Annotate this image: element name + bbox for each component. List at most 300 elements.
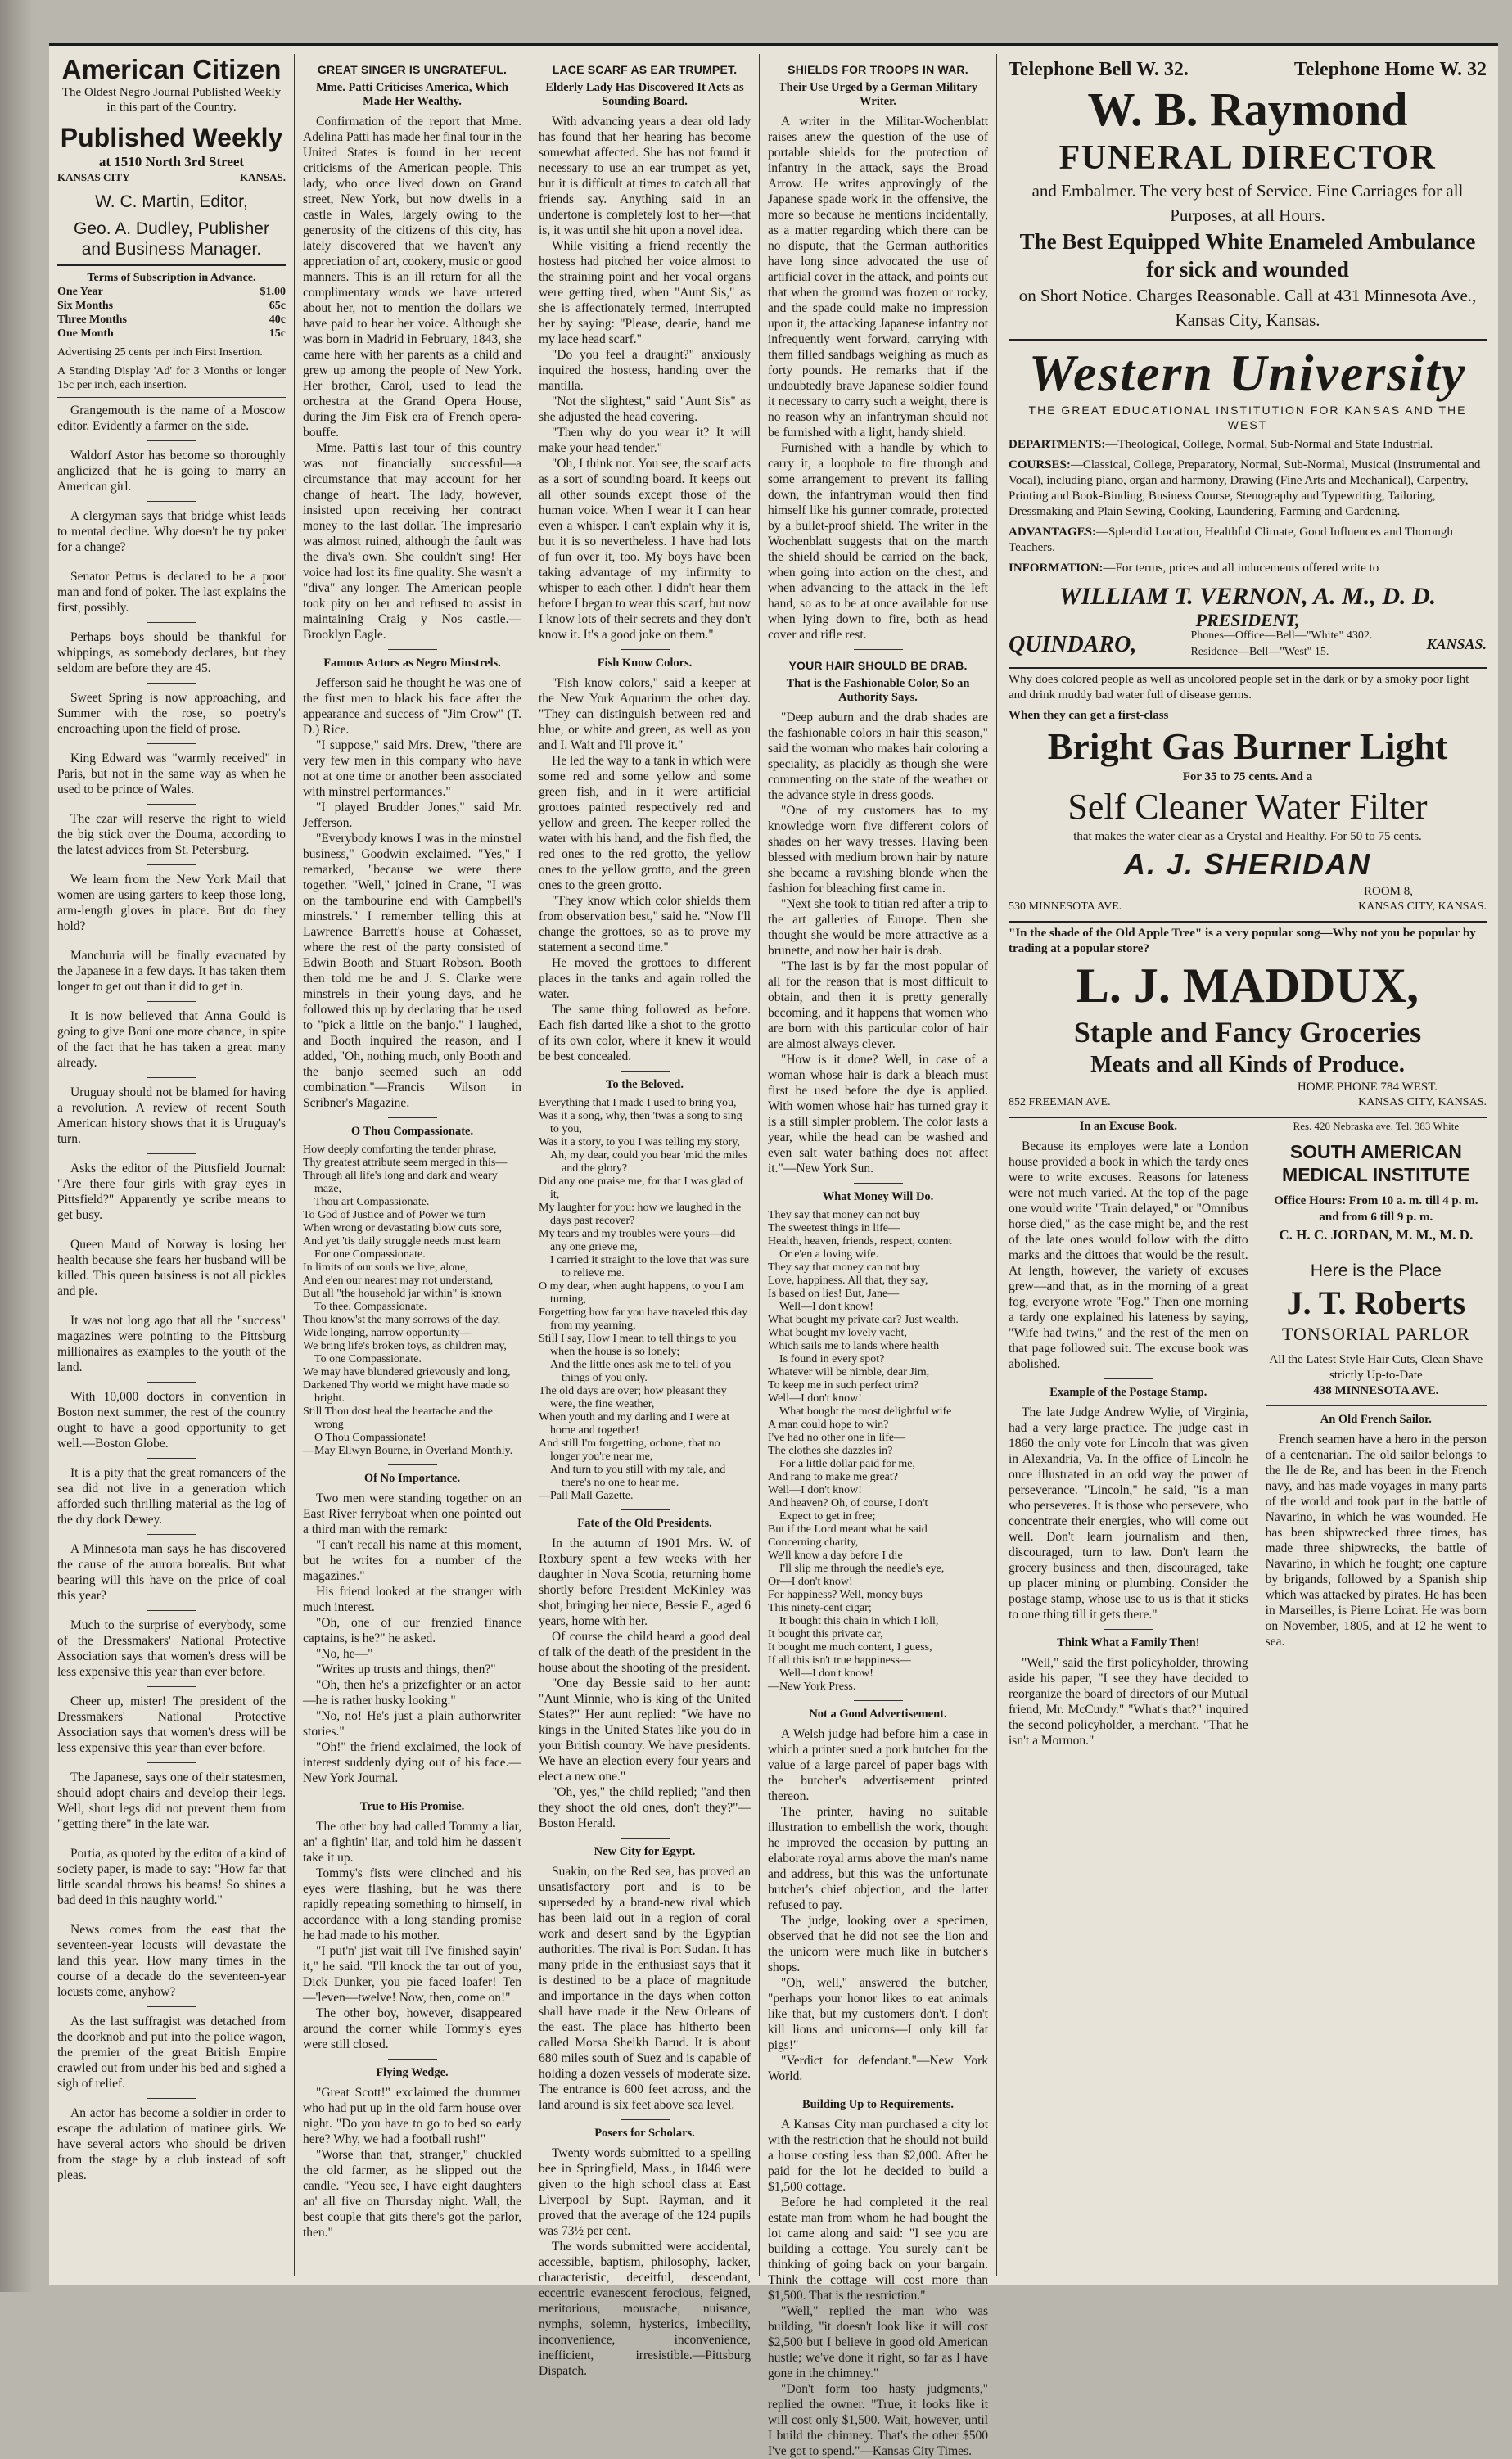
telephone-home: Telephone Home W. 32 bbox=[1293, 59, 1487, 80]
poem-line: For one Compassionate. bbox=[314, 1248, 426, 1261]
article-paragraph: Suakin, on the Red sea, has proved an unsatisfactory port and is to be superseded by a brand-new rival which has been laid out in a region of coral work and desert sand by the Egyptian authorities. The rival is Port Sudan. It has many pride in the enthusiast says that it is destined to be a place of magnitude and importance in the days when cotton shall have made it the New Orleans of the east. The place has hitherto been called Morsa Sheikh Barud. It is about 680 miles south of Suez and is capable of holding a dozen vessels of moderate size. The entrance is 600 feet across, and the land around is six feet above sea level. bbox=[539, 1865, 751, 2112]
article-body bbox=[539, 2145, 751, 2379]
poem-line: Which sails me to lands where health bbox=[768, 1340, 940, 1352]
article-body bbox=[768, 710, 988, 1176]
article-paragraph: "They know which color shields them from observation best," said he. "Now I'll change the grottoes, so as to prove my statement a second time." bbox=[539, 894, 751, 954]
bottom-split bbox=[1009, 1118, 1487, 1748]
poem-line: I carried it straight to the love that was sure to relieve me. bbox=[550, 1254, 749, 1279]
advertisement-column bbox=[997, 54, 1498, 2276]
article-heading: True to His Promise. bbox=[359, 1800, 465, 1813]
terms-label: Six Months bbox=[57, 300, 114, 312]
poem-line: Thou art Compassionate. bbox=[314, 1196, 430, 1208]
article-paragraph: "Well," replied the man who was building, "it doesn't look like it will cost $2,500 but I believe in good old American hustle; we've done it right, so far as I have gone in the chimney." bbox=[768, 2304, 988, 2380]
article-paragraph: The words submitted were accidental, accessible, baptism, philosophy, lacker, characteristic, deceitful, descendant, eccentric evanescent ferocious, feigned, meritorious, moustache, nuisance, nymphs, solemn, hysterics, imbecility, inconvenience, inconvenience, inefficient, irresistible.—Pittsburg Dispatch. bbox=[539, 2240, 751, 2378]
terms-price: 65c bbox=[269, 300, 286, 312]
separator bbox=[147, 804, 196, 805]
article-subheading: That is the Fashionable Color, So an Authority Says. bbox=[786, 677, 970, 704]
poem-line: When wrong or devastating blow cuts sore, bbox=[303, 1222, 502, 1234]
poem-line: What bought my private car? Just wealth. bbox=[768, 1314, 959, 1326]
news-item: A clergyman says that bridge whist leads to mental decline. Why doesn't he try poker for a change? bbox=[57, 509, 286, 554]
article-paragraph: A Welsh judge had before him a case in which a printer sued a pork butcher for the value of a large parcel of paper bags with the butcher's advertisement printed thereon. bbox=[768, 1727, 988, 1803]
separator bbox=[147, 1534, 196, 1535]
editor-name: W. C. Martin, Editor, bbox=[95, 192, 248, 211]
article-subheading: Elderly Lady Has Discovered It Acts as Sounding Board. bbox=[545, 81, 744, 108]
poem-line: And heaven? Oh, of course, I don't bbox=[768, 1497, 928, 1509]
article-paragraph: With advancing years a dear old lady has found that her hearing has become somewhat affected. She has not found it necessary to use an ear trumpet as yet, but it is difficult at times to catch all that friends say. Anything said in an undertone is completely lost to her—that is, it was until she hit upon a novel idea. bbox=[539, 115, 751, 237]
article-paragraph: The other boy had called Tommy a liar, an' a fightin' liar, and told him he dassen't take it up. bbox=[303, 1820, 521, 1865]
poem-line: Concerning charity, bbox=[768, 1536, 859, 1549]
article-heading: Fish Know Colors. bbox=[597, 656, 693, 670]
article-body bbox=[768, 1726, 988, 2084]
article-paragraph: His friend looked at the stranger with much interest. bbox=[303, 1585, 521, 1614]
article-heading: New City for Egypt. bbox=[594, 1845, 696, 1858]
article-paragraph: "Fish know colors," said a keeper at the New York Aquarium the other day. "They can distinguish between red and blue, or white and green, as well as you and I. Wait and I'll prove it." bbox=[539, 676, 751, 752]
article-body bbox=[539, 675, 751, 1064]
news-item: King Edward was "warmly received" in Paris, but not in the same way as when he used to be prince of Wales. bbox=[57, 751, 286, 796]
masthead-city-row bbox=[57, 169, 286, 185]
poem-line: O Thou Compassionate! bbox=[314, 1432, 427, 1444]
article-paragraph: "I played Brudder Jones," said Mr. Jefferson. bbox=[303, 801, 521, 830]
article-heading: Famous Actors as Negro Minstrels. bbox=[323, 656, 501, 670]
terms-row bbox=[57, 327, 286, 341]
news-item: Portia, as quoted by the editor of a kind of society paper, is made to say: "How far that little scandal throws his beams! So shines a bad deed in this naughty world." bbox=[57, 1847, 286, 1907]
terms-price: 15c bbox=[269, 327, 286, 340]
maddux-ad bbox=[1009, 923, 1487, 1118]
maddux-address-row bbox=[1009, 1095, 1487, 1110]
poem-line: But all "the household jar within" is known bbox=[303, 1288, 502, 1300]
poem-line: Is found in every spot? bbox=[779, 1353, 885, 1365]
article-paragraph: "Verdict for defendant."—New York World. bbox=[768, 2054, 988, 2083]
article-paragraph: Furnished with a handle by which to carry it, a loophole to fire through and some arrangement to prevent its falling down, the infantryman would then find himself like his gunner comrade, protected by a bullet-proof shield. The writer in the Wochenblatt suggests that on the march the shield should be carried on the back, when going into action on the chest, and when advancing to the attack in the left hand, so as to be at once available for use when lying down to fire, both as head cover and rifle rest. bbox=[768, 441, 988, 642]
separator bbox=[147, 1458, 196, 1459]
telephone-bell: Telephone Bell W. 32. bbox=[1009, 59, 1189, 80]
gas-intro: Why does colored people as well as uncolored people set in the dark or by a smoky poor light and drink muddy bad water full of disease germs. bbox=[1009, 673, 1469, 702]
article-heading: LACE SCARF AS EAR TRUMPET. bbox=[552, 63, 738, 76]
poem-line: Was it a song, why, then 'twas a song to sing to you, bbox=[539, 1110, 742, 1135]
gas-when: When they can get a first-class bbox=[1009, 709, 1169, 722]
poem-line: Well—I don't know! bbox=[779, 1667, 873, 1680]
poem-line: To thee, Compassionate. bbox=[314, 1301, 427, 1313]
poem-line: Well—I don't know! bbox=[768, 1484, 862, 1496]
article-body bbox=[303, 114, 521, 643]
article-paragraph: "Do you feel a draught?" anxiously inquired the hostess, handing over the mantilla. bbox=[539, 348, 751, 393]
article-paragraph: French seamen have a hero in the person of a centenarian. The old sailor belongs to the Ile de Re, and has been in the French navy, and has made voyages in many parts of the world and took part in the battle of Navarino, in which he was wounded. He has been shipwrecked three times, has made three shipwrecks, the battle of Navarino, in which he fought; one capture by brigands, followed by a Spanish ship which was attacked by pirates. He has been in Marseilles, is Pierre Loirat. He was born on November, 1805, and at 12 he went to sea. bbox=[1265, 1433, 1487, 1649]
article-heading: In an Excuse Book. bbox=[1079, 1120, 1177, 1133]
poem-line: Whatever will be nimble, dear Jim, bbox=[768, 1366, 930, 1378]
separator bbox=[854, 1183, 903, 1184]
article-paragraph: Jefferson said he thought he was one of the first men to black his face after the appearance and success of "Jim Crow" (T. D.) Rice. bbox=[303, 676, 521, 737]
terms-heading: Terms of Subscription in Advance. bbox=[87, 272, 256, 284]
poem-line: To God of Justice and of Power we turn bbox=[303, 1209, 485, 1221]
article-body bbox=[768, 2117, 988, 2459]
poem-line: Wide longing, narrow opportunity— bbox=[303, 1327, 472, 1339]
poem-line: My tears and my troubles were yours—did any one grieve me, bbox=[539, 1228, 736, 1253]
separator bbox=[147, 864, 196, 865]
separator bbox=[147, 1610, 196, 1611]
wu-advantages bbox=[1009, 525, 1487, 556]
news-item: The Japanese, says one of their statesmen, should adopt chairs and develop their legs. Well, short legs did not prevent them from "getting there" in the late war. bbox=[57, 1771, 286, 1831]
news-item: The czar will reserve the right to wield the big stick over the Douma, according to the latest advices from St. Petersburg. bbox=[57, 812, 286, 857]
article-heading: Of No Importance. bbox=[363, 1472, 461, 1485]
wu-label: INFORMATION: bbox=[1009, 562, 1104, 575]
wu-label: ADVANTAGES: bbox=[1009, 526, 1096, 539]
poem-line: How deeply comforting the tender phrase, bbox=[303, 1144, 497, 1156]
news-item: Perhaps boys should be thankful for whippings, as somebody declares, but they seldom are before they are 45. bbox=[57, 630, 286, 675]
column-2 bbox=[295, 54, 530, 2276]
water-filter-desc: that makes the water clear as a Crystal and Healthy. For 50 to 75 cents. bbox=[1073, 830, 1422, 843]
wu-title: Western University bbox=[1028, 344, 1467, 402]
article-body bbox=[303, 2085, 521, 2240]
news-item: We learn from the New York Mail that women are using garters to keep those long, arm-length gloves in place. But do they hold? bbox=[57, 873, 286, 933]
separator bbox=[147, 1001, 196, 1002]
sheridan-city: KANSAS CITY, KANSAS. bbox=[1358, 900, 1487, 913]
separator bbox=[388, 2059, 437, 2060]
article-body bbox=[303, 675, 521, 1111]
article-subheading: Mme. Patti Criticises America, Which Made Her Wealthy. bbox=[316, 81, 508, 108]
wu-quindaro: QUINDARO, bbox=[1009, 631, 1137, 657]
raymond-ad bbox=[1009, 54, 1487, 341]
terms-label: One Month bbox=[57, 327, 114, 340]
article-heading: Building Up to Requirements. bbox=[801, 2098, 955, 2111]
maddux-name: L. J. MADDUX, bbox=[1076, 959, 1419, 1013]
poem-line: What bought my lovely yacht, bbox=[768, 1327, 907, 1339]
poem-line: They say that money can not buy bbox=[768, 1261, 920, 1274]
article-body bbox=[539, 1536, 751, 1831]
city-left: KANSAS CITY bbox=[57, 171, 130, 183]
article-paragraph: "Worse than that, stranger," chuckled the old farmer, as he slipped out the candle. "Yeou see, I have eight daughters an' all five on Thursday night. Wall, the best couple that gits there's got the parlor, then." bbox=[303, 2148, 521, 2240]
article-paragraph: Tommy's fists were clinched and his eyes were flashing, but he was there rapidly repeating something to himself, in accordance with a long standing promise he had made to his mother. bbox=[303, 1866, 521, 1942]
poem-line: They say that money can not buy bbox=[768, 1209, 920, 1221]
scan-edge bbox=[0, 0, 33, 2292]
poem-line: To one Compassionate. bbox=[314, 1353, 422, 1365]
separator bbox=[147, 1762, 196, 1763]
article-paragraph: In the autumn of 1901 Mrs. W. of Roxbury spent a few weeks with her daughter in Nova Scotia, returning home shortly before President McKinley was shot, bringing her niece, Bessie F., aged 6 years, home with her. bbox=[539, 1536, 751, 1628]
article-heading: Not a Good Advertisement. bbox=[809, 1708, 947, 1721]
masthead-tagline: The Oldest Negro Journal Published Weekly in this part of the Country. bbox=[61, 86, 282, 114]
news-item: Much to the surprise of everybody, some of the Dressmakers' National Protective Association says that women's dress will be less expensive this year than ever before. bbox=[57, 1618, 286, 1679]
separator bbox=[147, 440, 196, 441]
sheridan-address-row bbox=[1009, 900, 1487, 914]
poem-line: And e'en our nearest may not understand, bbox=[303, 1275, 494, 1287]
separator bbox=[147, 1382, 196, 1383]
terms-row bbox=[57, 313, 286, 327]
poem-line: We'll know a day before I die bbox=[768, 1550, 903, 1562]
article-heading: SHIELDS FOR TROOPS IN WAR. bbox=[788, 63, 968, 76]
article-paragraph: "Then why do you wear it? It will make your head tender." bbox=[539, 426, 751, 455]
poem-line: Thou know'st the many sorrows of the day, bbox=[303, 1314, 501, 1326]
news-item: Cheer up, mister! The president of the Dressmakers' National Protective Association says that women's dress will be less expensive this year than ever before. bbox=[57, 1694, 286, 1755]
separator bbox=[621, 1838, 670, 1839]
article-paragraph: "Oh, well," answered the butcher, "perhaps your honor likes to eat animals like that, but my customers don't. I don't kill lions and unicorns—I only kill fat pigs!" bbox=[768, 1976, 988, 2052]
wu-president-name: WILLIAM T. VERNON, A. M., D. D. bbox=[1058, 583, 1437, 610]
article-paragraph: "Oh, then he's a prizefighter or an actor—he is rather husky looking." bbox=[303, 1678, 521, 1708]
article-paragraph: Before he had completed it the real estate man from whom he had bought the lot came along and said: "I see you are building a cottage. You surely can't be thinking of going back on your bargain. Think the cottage will cost more than $1,500. That is the restriction." bbox=[768, 2195, 988, 2303]
gas-price: For 35 to 75 cents. And a bbox=[1182, 770, 1313, 783]
news-item: Grangemouth is the name of a Moscow editor. Evidently a farmer on the side. bbox=[57, 404, 286, 433]
news-item: Queen Maud of Norway is losing her health because she fears her husband will be killed. This queen business is not all pickles and pie. bbox=[57, 1238, 286, 1298]
poem-line: Thy greatest attribute seem merged in this— bbox=[303, 1157, 508, 1169]
poem-line: Well—I don't know! bbox=[768, 1392, 862, 1405]
poem-line: And rang to make me great? bbox=[768, 1471, 898, 1483]
article-body bbox=[539, 1864, 751, 2113]
article-paragraph: He led the way to a tank in which were some red and some yellow and some green fish, and in it were artificial grottoes painted respectively red and yellow and green. The keeper rolled the water with his hand, and the fish fled, the red ones to the red grotto, the yellow ones to the yellow grotto, and the green ones to the green grotto. bbox=[539, 754, 751, 892]
terms-label: One Year bbox=[57, 286, 103, 298]
column-1 bbox=[49, 54, 295, 2276]
article-heading: Example of the Postage Stamp. bbox=[1049, 1386, 1207, 1399]
roberts-here: Here is the Place bbox=[1310, 1261, 1442, 1280]
poem-body bbox=[539, 1097, 751, 1503]
article-paragraph: "One day Bessie said to her aunt: "Aunt Minnie, who is king of the United States?" Her aunt replied: "We have no kings in the United States like you do in your British country. We have presidents. We have an election every four years and elect a new one." bbox=[539, 1676, 751, 1784]
sheridan-name: A. J. SHERIDAN bbox=[1123, 847, 1372, 881]
sheridan-address: 530 MINNESOTA AVE. bbox=[1009, 900, 1122, 913]
terms-price: 40c bbox=[269, 314, 286, 326]
separator bbox=[1104, 1378, 1153, 1379]
poem-line: Did any one praise me, for that I was glad of it, bbox=[539, 1175, 743, 1201]
article-paragraph: Confirmation of the report that Mme. Adelina Patti has made her final tour in the United States is found in her recent criticisms of the American people. This lady, who once lived down on Grand street, New York, but now dwells in a castle in Wales, largely owing to the generosity of the citizens of this city, has lately discovered that we haven't any appreciation of art, cookery, music or good manners. This is an ill return for all the complimentary words we have uttered about her, not to mention the dollars we have paid to hear her voice. Although she was born in Madrid in February, 1843, she came here with her parents as a child and grew up among the people of New York. Her brother, Carol, used to lead the orchestra at the Grand Opera House, during the Jim Fisk era of French opera-bouffe. bbox=[303, 115, 521, 440]
gas-burner-heading: Bright Gas Burner Light bbox=[1047, 725, 1448, 767]
poem-line: In limits of our souls we live, alone, bbox=[303, 1261, 468, 1274]
separator bbox=[388, 1117, 437, 1118]
poem-line: When youth and my darling and I were at home and together! bbox=[539, 1411, 730, 1437]
article-paragraph: "How is it done? Well, in case of a woman whose hair is dark a bleach must first be used before the dye is applied. With women whose hair has turned gray it is a still simpler problem. The color lasts a year, while the head can be washed and even salt water bathing does not affect it."—New York Sun. bbox=[768, 1053, 988, 1175]
article-paragraph: Mme. Patti's last tour of this country was not financially successful—a circumstance that may account for her change of heart. The lady, however, insisted upon receiving her contract money to the last dollar. The impresario was almost ruined, although the fault was the diva's own. She couldn't sing! Her voice had lost its fine quality. She wasn't a "diva" any longer. The American people took pity on her and refused to assist in maintaining Craig y Nos castle.—Brooklyn Eagle. bbox=[303, 441, 521, 642]
poem-line: Well—I don't know! bbox=[779, 1301, 873, 1313]
bottom-articles bbox=[1009, 1118, 1257, 1748]
wu-president-title: PRESIDENT, bbox=[1195, 610, 1300, 630]
article-paragraph: "Oh, I think not. You see, the scarf acts as a sort of sounding board. It keeps out all other sounds except those of the human voice. When I wear it I can hear even a whisper. I can't explain why it is, but it is so nevertheless. I have had lots of fun over it, too. My boys have been taking advantage of my infirmity to whisper to each other. I didn't hear them before I began to wear this scarf, but now I know lots of their secrets and they don't know it. It's a good joke on them." bbox=[539, 457, 751, 642]
article-paragraph: Because its employes were late a London house provided a book in which the tardy ones were to write excuses. Reasons for lateness were not much varied. At the top of the page one would write "Train delayed," or "Omnibus horse died," as the case might be, and the rest of the late ones would follow with the ditto marks and the dittoes that would be the result. At length, however, the variety of excuses grew—and that, as in the morning of a great fog, everyone wrote "Fog." Then one morning a tardy one explained his lateness by saying, "Wife had twins," and the rest of the men on that page followed suit. The excuse book was abolished. bbox=[1009, 1139, 1248, 1371]
poem-line: It bought me much content, I guess, bbox=[768, 1641, 932, 1654]
article-paragraph: Two men were standing together on an East River ferryboat when one pointed out a third man with the remark: bbox=[303, 1491, 521, 1536]
article-paragraph: The same thing followed as before. Each fish darted like a shot to the grotto of its own color, where it knew it would be best concealed. bbox=[539, 1003, 751, 1063]
article-paragraph: "Not the slightest," said "Aunt Sis" as she adjusted the head covering. bbox=[539, 395, 751, 424]
maddux-address: 852 FREEMAN AVE. bbox=[1009, 1096, 1111, 1108]
raymond-line-1: and Embalmer. The very best of Service. Fine Carriages for all Purposes, at all Hours. bbox=[1031, 181, 1464, 225]
article-paragraph: The judge, looking over a specimen, observed that he did not see the lion and the unicorn were much like in butcher's shops. bbox=[768, 1914, 988, 1974]
article-paragraph: The other boy, however, disappeared around the corner while Tommy's eyes were still closed. bbox=[303, 2006, 521, 2051]
poem-line: I'll slip me through the needle's eye, bbox=[779, 1563, 945, 1575]
roberts-address: 438 MINNESOTA AVE. bbox=[1313, 1384, 1439, 1397]
article-paragraph: "Writes up trusts and things, then?" bbox=[316, 1663, 496, 1676]
wu-kansas: KANSAS. bbox=[1426, 635, 1487, 652]
wu-value: —Splendid Location, Healthful Climate, Good Influences and Thorough Teachers. bbox=[1009, 526, 1453, 554]
poem-line: Love, happiness. All that, they say, bbox=[768, 1275, 928, 1287]
news-item: It was not long ago that all the "success" magazines were pointing to the Pittsburg millionaires as examples to the youth of the land. bbox=[57, 1314, 286, 1374]
poem-line: I've had no other one in life— bbox=[768, 1432, 906, 1444]
article-heading: Fate of the Old Presidents. bbox=[577, 1517, 712, 1530]
western-university-ad bbox=[1009, 341, 1487, 669]
poem-line: —New York Press. bbox=[768, 1681, 856, 1693]
article-body bbox=[539, 114, 751, 643]
wu-value: —Classical, College, Preparatory, Normal, Sub-Normal, Musical (Instrumental and Vocal), including piano, organ and harmony, Drawing (Fine Arts and Mechanical), Carpentry, Printing and Book-Binding, Business Course, Stenography and Typewriting, Tailoring, Dressmaking and Plain Sewing, Cooking, Laundering, Farming and Gardening. bbox=[1009, 458, 1481, 518]
article-paragraph: "The last is by far the most popular of all for the reason that is most difficult to obtain, and then it is pretty generally becoming, and it happens that women who are born with this particular color of hair are almost always clever. bbox=[768, 959, 988, 1051]
article-body bbox=[303, 1819, 521, 2052]
poem-line: Still Thou dost heal the heartache and the wrong bbox=[303, 1405, 493, 1431]
article-paragraph: A writer in the Militar-Wochenblatt raises anew the question of the use of portable shields for the protection of infantry in the attack, says the Broad Arrow. He writes approvingly of the Japanese spade work in the offensive, the more so because he mentions incidentally, as a matter regarding which there can be no dispute, that the German authorities have long since advocated the use of artificial cover in the attack, and points out that when the ground was frozen or rocky, and the spade could make no impression upon it, the attacking Japanese infantry not infrequently went forward, carrying with them filled sandbags weighing as much as forty pounds. He remarks that if the undoubtedly brave Japanese soldier found it necessary to carry such a weight, there is no reason why an infantryman should not be furnished with a light, handy shield. bbox=[768, 115, 988, 440]
poem-line: If all this isn't true happiness— bbox=[768, 1654, 911, 1667]
article-paragraph: The late Judge Andrew Wylie, of Virginia, had a very large practice. The judge cast in 1860 the only vote for Lincoln that was given in Alexandria, Va. In the office of Lincoln he once illustrated in an odd way the power of perseverance. "Lincoln," he said, "is a man who perseveres. It is those who persevere, who concentrate their energies, who will come out well. Don't learn journalism and then, discouraged, turn to law. Don't learn the grocery business and then, discouraged, take up placer mining or plumbing. Consider the postage stamp, whose use to us is that it sticks to one thing till it gets there." bbox=[1009, 1405, 1248, 1622]
poem-line: But if the Lord meant what he said bbox=[768, 1523, 928, 1536]
raymond-title: FUNERAL DIRECTOR bbox=[1058, 139, 1437, 177]
separator bbox=[388, 1464, 437, 1465]
water-filter-heading: Self Cleaner Water Filter bbox=[1067, 787, 1428, 827]
song-line: "In the shade of the Old Apple Tree" is a very popular song—Why not you be popular by trading at a popular store? bbox=[1009, 927, 1476, 955]
news-item: It is now believed that Anna Gould is going to give Boni one more chance, in spite of the fact that he has taken a great many already. bbox=[57, 1009, 286, 1070]
poem-title: What Money Will Do. bbox=[822, 1190, 934, 1203]
separator bbox=[147, 622, 196, 623]
poem-line: And still I'm forgetting, ochone, that no longer you're near me, bbox=[539, 1437, 720, 1463]
terms-row bbox=[57, 285, 286, 299]
newspaper-page bbox=[49, 43, 1498, 2458]
poem-line: A man could hope to win? bbox=[768, 1419, 889, 1431]
terms-rows bbox=[57, 285, 286, 341]
article-body bbox=[303, 1491, 521, 1786]
roberts-name: J. T. Roberts bbox=[1286, 1284, 1466, 1321]
roberts-line: All the Latest Style Hair Cuts, Clean Shave strictly Up-to-Date bbox=[1269, 1353, 1483, 1382]
article-paragraph: Twenty words submitted to a spelling bee in Springfield, Mass., in 1846 were given to the high school class at East Liverpool by Supt. Rayman, and it proved that the average of the 124 pupils was 73½ per cent. bbox=[539, 2146, 751, 2238]
article-paragraph: "Deep auburn and the drab shades are the fashionable colors in hair this season," said the woman who makes hair coloring a speciality, as placidly as though she were commenting on the state of the weather or the advance style in dress goods. bbox=[768, 711, 988, 802]
separator bbox=[147, 1153, 196, 1154]
wu-departments bbox=[1009, 437, 1487, 453]
separator bbox=[147, 683, 196, 684]
poem-line: Everything that I made I used to bring you, bbox=[539, 1097, 737, 1109]
wu-label: COURSES: bbox=[1009, 458, 1071, 471]
article-paragraph: "Great Scott!" exclaimed the drummer who had put up in the old farm house over night. "Do you have to go to bed so early here? Why, we had a football rush!" bbox=[303, 2086, 521, 2146]
poem-line: For happiness? Well, money buys bbox=[768, 1589, 923, 1601]
maddux-city: KANSAS CITY, KANSAS. bbox=[1358, 1096, 1487, 1108]
poem-line: Or—I don't know! bbox=[768, 1576, 853, 1588]
masthead bbox=[57, 54, 286, 266]
wu-phone-residence: Residence—Bell—"West" 15. bbox=[1190, 646, 1329, 658]
news-item: Sweet Spring is now approaching, and Summer with the rose, so poetry's encroaching upon the field of prose. bbox=[57, 691, 286, 736]
maddux-groceries: Staple and Fancy Groceries bbox=[1073, 1016, 1422, 1049]
publisher-name: Geo. A. Dudley, Publisher and Business Manager. bbox=[74, 219, 269, 259]
poem-line: We may have blundered grievously and long, bbox=[303, 1366, 511, 1378]
article-paragraph: "Oh!" the friend exclaimed, the look of interest suddenly dying out of his face.—New York Journal. bbox=[303, 1740, 521, 1785]
poem-line: It bought this chain in which I loll, bbox=[779, 1615, 939, 1627]
terms-price: $1.00 bbox=[260, 286, 286, 298]
article-paragraph: "No, no! He's just a plain authorwriter stories." bbox=[303, 1709, 521, 1739]
poem-line: This ninety-cent cigar; bbox=[768, 1602, 872, 1614]
article-paragraph: The printer, having no suitable illustration to embellish the work, thought he improved the occasion by putting an elaborate royal arms above the man's name and address, but this was the unfortunate butcher's chief objection, and the latter refused to pay. bbox=[768, 1805, 988, 1912]
article-paragraph: "Everybody knows I was in the minstrel business," Goodwin exclaimed. "Yes," I remarked, "because we were there together. "Well," joined in Crane, "I was on the tambourine end with Campbell's minstrels." I remember telling this at Lawrence Barrett's house at Cohasset, where the rest of the party consisted of Edwin Booth and Stuart Robson. Booth then told me he and J. S. Clarke were minstrels in their young days, and he followed this up by declaring that he used to "pick a little on the banjo." I laughed, and Booth inquired the reason, and I added, "Oh, nothing much, only Booth and the banjo seemed such an odd combination."—Francis Wilson in Scribner's Magazine. bbox=[303, 832, 521, 1110]
separator bbox=[147, 2006, 196, 2007]
separator bbox=[621, 1509, 670, 1510]
poem-line: What bought the most delightful wife bbox=[779, 1405, 952, 1418]
terms-label: Three Months bbox=[57, 314, 127, 326]
advertising-rate: Advertising 25 cents per inch First Insertion. bbox=[57, 346, 263, 359]
sheridan-ad bbox=[1009, 669, 1487, 923]
article-paragraph: "I put'n' jist wait till I've finished sayin' it," he said. "I'll knock the tar out of you, Dick Dunker, you pie faced loafer! Ten—'leven—twelve! Now, then, come on!" bbox=[303, 1944, 521, 2005]
article-paragraph: "I can't recall his name at this moment, but he writes for a number of the magazines." bbox=[303, 1538, 521, 1583]
poem-line: My laughter for you: how we laughed in the days past recover? bbox=[539, 1202, 742, 1227]
article-heading: Flying Wedge. bbox=[376, 2066, 449, 2079]
separator bbox=[854, 649, 903, 650]
column-3 bbox=[530, 54, 760, 2378]
masthead-title: American Citizen bbox=[61, 54, 282, 84]
poem-line: Was it a story, to you I was telling my story, bbox=[539, 1136, 740, 1148]
article-heading: Think What a Family Then! bbox=[1057, 1636, 1200, 1649]
wu-value: —For terms, prices and all inducements offered write to bbox=[1103, 562, 1379, 575]
news-item: News comes from the east that the seventeen-year locusts will devastate the land this year. How many times in the course of a decade do the seventeen-year locusts come, anyhow? bbox=[57, 1923, 286, 1999]
poem-title: O Thou Compassionate. bbox=[350, 1125, 474, 1138]
maddux-produce: Meats and all Kinds of Produce. bbox=[1090, 1052, 1405, 1077]
poem-line: The sweetest things in life— bbox=[768, 1222, 900, 1234]
wu-subtitle: THE GREAT EDUCATIONAL INSTITUTION FOR KANSAS AND THE WEST bbox=[1028, 404, 1467, 431]
article-heading: YOUR HAIR SHOULD BE DRAB. bbox=[788, 659, 968, 672]
poem-body bbox=[303, 1144, 521, 1458]
article-paragraph: "Well," said the first policyholder, throwing aside his paper, "I see they have decided to reorganize the board of directors of our Mutual friend, Mr. McCurdy." "What's that?" inquired the second policyholder, a merchant. "That he isn't a Mormon." bbox=[1009, 1656, 1248, 1748]
article-paragraph: Of course the child heard a good deal of talk of the death of the president in the house about the shooting of the president. bbox=[539, 1630, 751, 1675]
poem-line: —Pall Mall Gazette. bbox=[539, 1490, 634, 1502]
separator bbox=[147, 1686, 196, 1687]
poem-title: To the Beloved. bbox=[606, 1078, 684, 1091]
article-paragraph: "Next she took to titian red after a trip to the art galleries of Europe. Then she thought she would be more attractive as a brunette, and now her hair is drab. bbox=[768, 897, 988, 958]
poem-line: Darkened Thy world we might have made so bright. bbox=[303, 1379, 510, 1405]
raymond-line-3: on Short Notice. Charges Reasonable. Call at 431 Minnesota Ave., Kansas City, Kansas. bbox=[1018, 286, 1477, 330]
news-item: Manchuria will be finally evacuated by the Japanese in a few days. It has taken them longer to get out than it did to get in. bbox=[57, 949, 286, 994]
separator bbox=[147, 1077, 196, 1078]
bottom-ads bbox=[1257, 1118, 1487, 1748]
poem-line: The old days are over; how pleasant they were, the fine weather, bbox=[539, 1385, 727, 1410]
poem-line: Is based on lies! But, Jane— bbox=[768, 1288, 900, 1300]
wu-phones bbox=[1190, 628, 1372, 661]
article-body bbox=[768, 114, 988, 643]
subscription-terms bbox=[57, 271, 286, 398]
poem-line: Forgetting how far you have traveled this day from my yearning, bbox=[539, 1306, 748, 1332]
separator bbox=[621, 1071, 670, 1072]
poem-line: Through all life's long and dark and weary maze, bbox=[303, 1170, 498, 1195]
telephone-row bbox=[1009, 57, 1487, 82]
poem-line: For a little dollar paid for me, bbox=[779, 1458, 916, 1470]
article-heading: Posers for Scholars. bbox=[594, 2127, 695, 2140]
news-item: An actor has become a soldier in order to escape the adulation of matinee girls. We have several actors who should be driven from the stage by a club instead of soft pleas. bbox=[57, 2106, 286, 2182]
sheridan-room: ROOM 8, bbox=[1363, 885, 1413, 898]
poem-line: We bring life's broken toys, as children may, bbox=[303, 1340, 507, 1352]
poem-line: Ah, my dear, could you hear 'mid the miles and the glory? bbox=[550, 1149, 748, 1175]
article-paragraph: "One of my customers has to my knowledge worn five different colors of shades on her wavy tresses. Having been blessed with medium brown hair by nature she became a ravishing blonde when the fashion for bleaching first came in. bbox=[768, 804, 988, 896]
article-heading: GREAT SINGER IS UNGRATEFUL. bbox=[317, 63, 508, 76]
news-item: Waldorf Astor has become so thoroughly anglicized that he is going to marry an American girl. bbox=[57, 449, 286, 494]
terms-row bbox=[57, 299, 286, 313]
separator bbox=[147, 743, 196, 744]
col1-paragraphs bbox=[57, 403, 286, 2183]
wu-courses bbox=[1009, 458, 1487, 520]
published-weekly: Published Weekly bbox=[60, 123, 283, 152]
article-paragraph: "Don't form too hasty judgments," replied the owner. "True, it looks like it will cost only $1,500. Wait, however, until I build the chimney. That's the other $500 I've got to spend."—Kansas City Times. bbox=[768, 2382, 988, 2458]
article-subheading: Their Use Urged by a German Military Writer. bbox=[779, 81, 977, 108]
wu-location-row bbox=[1009, 628, 1487, 661]
wu-phone-office: Phones—Office—Bell—"White" 4302. bbox=[1190, 629, 1373, 642]
poem-line: The clothes she dazzles in? bbox=[768, 1445, 893, 1457]
sa-institute-name: SOUTH AMERICAN MEDICAL INSTITUTE bbox=[1282, 1141, 1470, 1185]
separator bbox=[147, 2098, 196, 2099]
city-right: KANSAS. bbox=[240, 171, 286, 183]
column-4 bbox=[760, 54, 997, 2458]
poem-line: It bought this private car, bbox=[768, 1628, 883, 1640]
poem-line: Health, heaven, friends, respect, content bbox=[768, 1235, 952, 1248]
poem-line: To keep me in such perfect trim? bbox=[768, 1379, 919, 1392]
poem-line: And turn to you still with my tale, and there's no one to hear me. bbox=[550, 1464, 726, 1489]
wu-label: DEPARTMENTS: bbox=[1009, 438, 1106, 451]
poem-line: O my dear, when aught happens, to you I am turning, bbox=[539, 1280, 744, 1306]
divider bbox=[1266, 1405, 1487, 1406]
news-item: A Minnesota man says he has discovered the cause of the aurora borealis. But what bearing will this have on the price of coal this year? bbox=[57, 1542, 286, 1603]
poem-line: —May Ellwyn Bourne, in Overland Monthly. bbox=[303, 1445, 513, 1457]
news-item: As the last suffragist was detached from the doorknob and put into the police wagon, the premier of the great British Empire crawled out from under his bed and sighed a sigh of relief. bbox=[57, 2015, 286, 2091]
poem-line: And the little ones ask me to tell of you things of you only. bbox=[550, 1359, 732, 1384]
wu-information bbox=[1009, 561, 1487, 576]
